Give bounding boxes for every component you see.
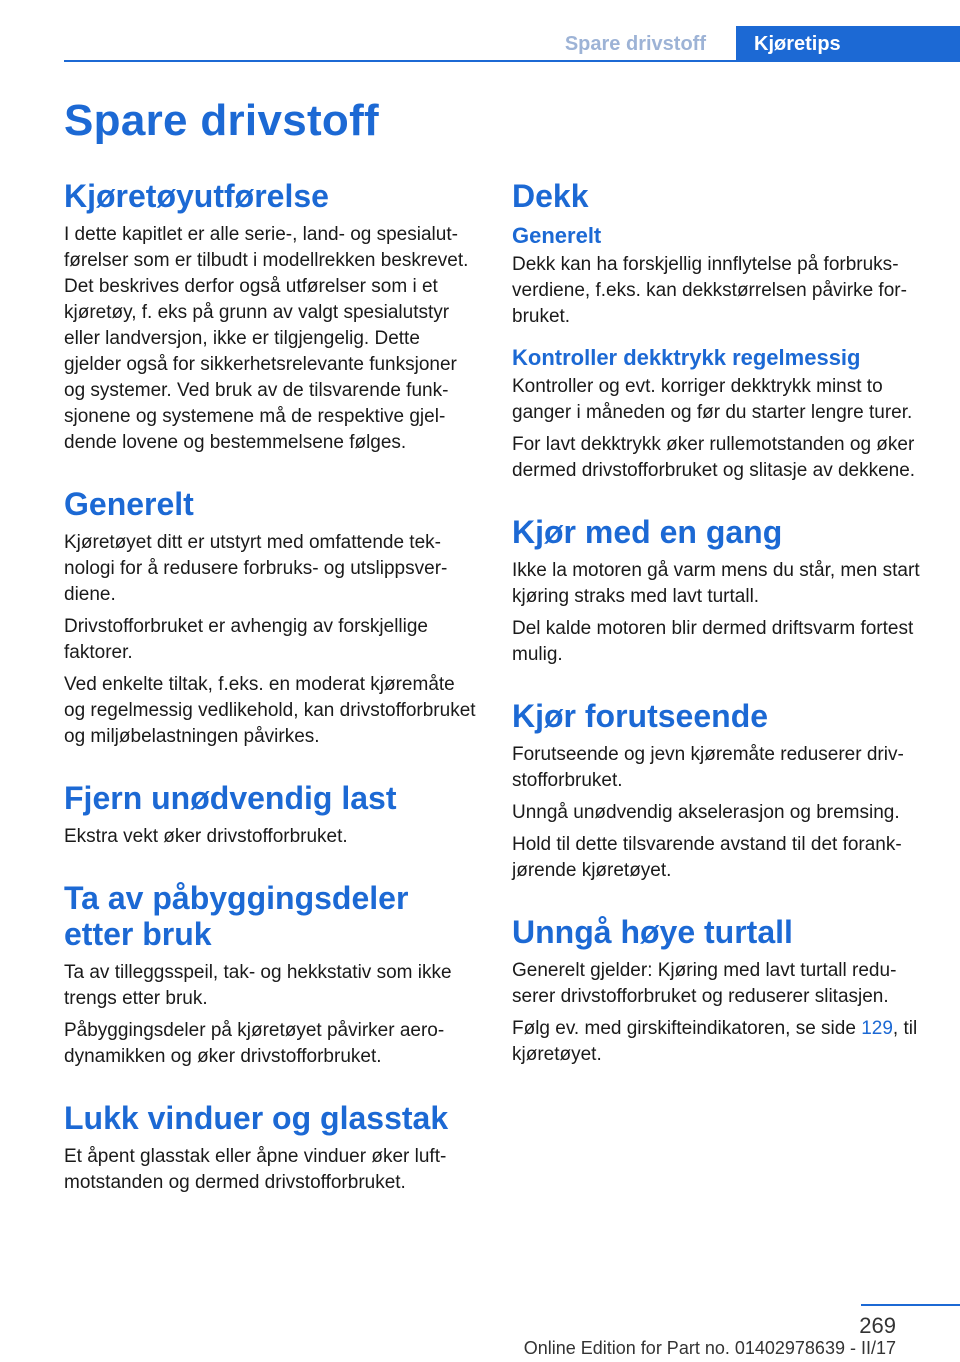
- section-heading: Generelt: [64, 486, 194, 522]
- page-reference-link[interactable]: 129: [861, 1018, 893, 1039]
- subsection-tyres-general: [512, 222, 926, 330]
- section-avoid-high-rpm: [512, 914, 926, 1068]
- section-close-windows: [64, 1100, 480, 1196]
- section-heading: Dekk: [512, 178, 589, 214]
- paragraph: Dekk kan ha forskjellig innflytelse på forbruksverdiene, f.eks. kan dekkstørrelsen påvirke forbruket.: [512, 254, 907, 327]
- section-remove-attachments: [64, 880, 480, 1070]
- section-drive-off: [512, 514, 926, 668]
- paragraph: I dette kapitlet er alle serie-, land- og spesialutførelser som er tilbudt i modellrekken beskrevet. Det beskrives derfor også utførelser som i et kjøretøy, f. eks på grunn av valgt spesialutstyr eller landversjon, ikke er tilgjengelig. Dette gjelder også for sikkerhetsrelevante funksjoner og systemer. Ved bruk av de tilsvarende funksjonene og systemene må de respektive gjeldende lovene og bestemmelsene følges.: [64, 224, 469, 453]
- section-remove-load: [64, 780, 480, 850]
- paragraph: Generelt gjelder: Kjøring med lavt turtall reduserer drivstofforbruket og reduserer slitasjen.: [512, 960, 897, 1007]
- section-heading: Ta av påbyggingsdeler etter bruk: [64, 880, 409, 952]
- paragraph: Ekstra vekt øker drivstofforbruket.: [64, 826, 348, 847]
- paragraph: Del kalde motoren blir dermed driftsvarm fortest mulig.: [512, 618, 914, 665]
- text-span: , til kjøretøyet.: [512, 1018, 918, 1065]
- paragraph: Forutseende og jevn kjøremåte reduserer drivstofforbruket.: [512, 744, 904, 791]
- header-section-title: Spare drivstoff: [564, 33, 706, 55]
- paragraph: Kontroller og evt. korriger dekktrykk minst to ganger i måneden og før du starter lengre turer.: [512, 376, 913, 423]
- left-column: [64, 178, 480, 1226]
- section-vehicle-version: [64, 178, 480, 456]
- section-heading: Kjør med en gang: [512, 514, 783, 550]
- paragraph: Ved enkelte tiltak, f.eks. en moderat kjøremåte og regelmessig vedlikehold, kan drivstofforbruket og miljøbelastningen påvirkes.: [64, 674, 476, 747]
- section-heading: Kjøretøyutførelse: [64, 178, 329, 214]
- paragraph: Unngå unødvendig akselerasjon og bremsing.: [512, 802, 900, 823]
- section-tyres: [512, 178, 926, 484]
- right-column: [512, 178, 926, 1098]
- paragraph: For lavt dekktrykk øker rullemotstanden og øker dermed drivstofforbruket og slitasje av dekkene.: [512, 434, 916, 481]
- page-number: 269: [859, 1313, 896, 1338]
- paragraph: Hold til dette tilsvarende avstand til det forankjørende kjøretøyet.: [512, 834, 902, 881]
- section-anticipatory-driving: [512, 698, 926, 884]
- section-heading: Fjern unødvendig last: [64, 780, 397, 816]
- paragraph: Kjøretøyet ditt er utstyrt med omfattende teknologi for å redusere forbruks- og utslippsverdiene.: [64, 532, 448, 605]
- paragraph: Drivstofforbruket er avhengig av forskjellige faktorer.: [64, 616, 428, 663]
- subsection-heading: Generelt: [512, 223, 602, 248]
- footer-edition: Online Edition for Part no. 01402978639 - II/17: [523, 1338, 896, 1358]
- paragraph-with-link: [512, 1016, 926, 1068]
- paragraph: Ta av tilleggsspeil, tak- og hekkstativ som ikke trengs etter bruk.: [64, 962, 452, 1009]
- section-heading: Unngå høye turtall: [512, 914, 793, 950]
- paragraph: Ikke la motoren gå varm mens du står, men start kjøring straks med lavt turtall.: [512, 560, 920, 607]
- footer-rule: [861, 1304, 960, 1306]
- subsection-tyre-pressure: [512, 344, 926, 484]
- section-general: [64, 486, 480, 750]
- text-span: Følg ev. med girskifteindikatoren, se side: [512, 1018, 862, 1039]
- section-heading: Lukk vinduer og glasstak: [64, 1100, 449, 1136]
- paragraph: Et åpent glasstak eller åpne vinduer øker luftmotstanden og dermed drivstofforbruket.: [64, 1146, 447, 1193]
- paragraph: Påbyggingsdeler på kjøretøyet påvirker aerodynamikken og øker drivstofforbruket.: [64, 1020, 445, 1067]
- page-title: Spare drivstoff: [64, 96, 380, 145]
- header-chapter-tab: Kjøretips: [736, 26, 960, 62]
- section-heading: Kjør forutseende: [512, 698, 769, 734]
- subsection-heading: Kontroller dekktrykk regelmessig: [512, 345, 861, 370]
